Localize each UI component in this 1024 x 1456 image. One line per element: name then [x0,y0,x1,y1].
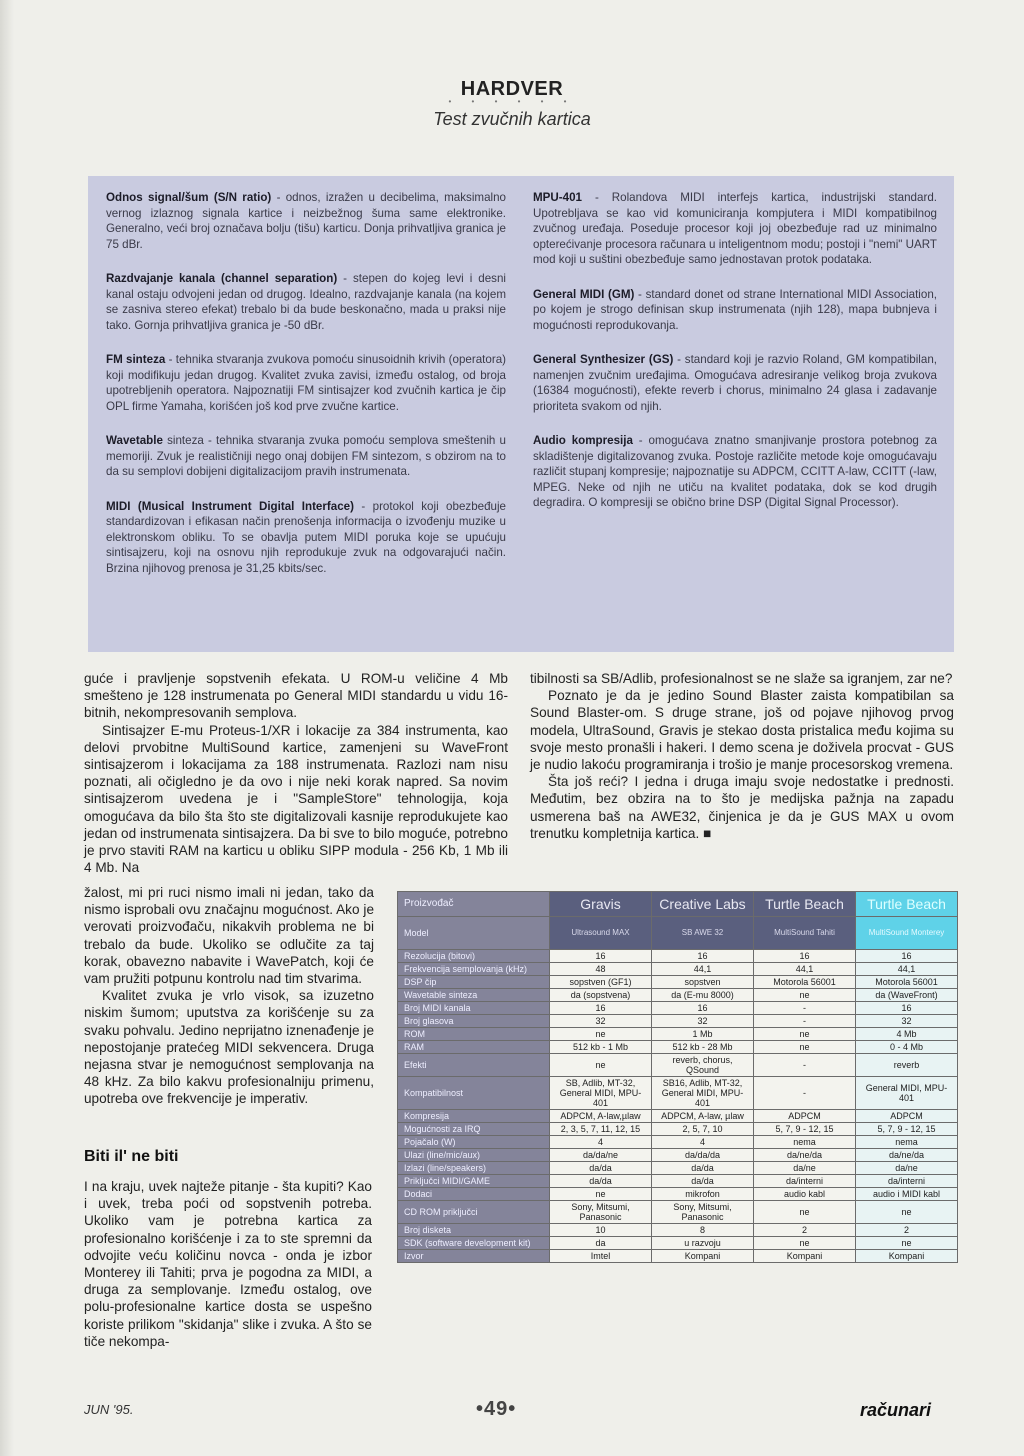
table-cell: nema [754,1136,856,1149]
table-cell: ne [754,1237,856,1250]
table-cell: 1 Mb [652,1028,754,1041]
table-cell: 32 [550,1015,652,1028]
paragraph: I na kraju, uvek najteže pitanje - šta kupiti? Kao i uvek, treba poći od sopstvenih potreba. Ukoliko vam je potrebna kartica za profesionalno korišćenje i za to ste spremni da odvojite veću količinu novca - onda je izbor Monterey ili Tahiti; prva je pogodna za MIDI, a druga za semplovanje. Između ostalog, ove polu-profesionalne kartice dosta se uspešno koriste prilikom "skidanja" slike i zvuka. A što se tiče nekompa- [84,1179,372,1349]
paragraph: Sintisajzer E-mu Proteus-1/XR i lokacije za 384 instrumenta, kao delovi prvobitne MultiSound kartice, zamenjeni su WaveFront sintisajzerom i lokacijama za 188 instrumenata. Razlozi nam nisu poznati, ali očigledno je da ovo i nije neki korak napred. Sa novim sintisajzerom uvedena je i "SampleStore" tehnologija, koja omogućava da bilo šta što ste digitalizovali kasnije reprodukujete kao jedan od instrumenata sintisajzera. Da bi sve to bilo moguće, potrebno je prvo staviti RAM na karticu u obliku SIPP modula - 256 Kb, 1 Mb ili 4 Mb. Na [84,722,508,876]
table-cell: da/da [550,1162,652,1175]
row-label: Wavetable sinteza [398,989,550,1002]
model-cell: Ultrasound MAX [550,917,652,950]
table-cell: da/da/da [652,1149,754,1162]
comparison-table [397,891,958,1263]
glossary-definition: - stepen do kojeg levi i desni kanal ostaju odvojeni jedan od drugog. Idealno, razdvajanje kanala (na kojem se zasniva stereo efekat) trebalo bi da bude beskonačno, mada u praksi nije tako. Gornja prihvatljiva granica je -50 dBr. [106,272,506,332]
row-label: Mogućnosti za IRQ [398,1123,550,1136]
table-row [398,1237,958,1250]
table-cell: sopstven (GF1) [550,976,652,989]
table-cell: u razvoju [652,1237,754,1250]
model-cell: MultiSound Monterey [856,917,958,950]
table-cell: - [754,1077,856,1110]
table-cell: da/da [652,1175,754,1188]
table-cell: Motorola 56001 [856,976,958,989]
paragraph: guće i pravljenje sopstvenih efekata. U ROM-u veličine 4 Mb smešteno je 128 instrumenata po General MIDI standardu u vidu 16-bitnih, nekompresovanih semplova. [84,671,508,721]
table-cell: 0 - 4 Mb [856,1041,958,1054]
glossary-entry [106,190,506,252]
table-cell: Sony, Mitsumi, Panasonic [652,1201,754,1224]
model-cell: MultiSound Tahiti [754,917,856,950]
glossary-entry [106,352,506,414]
table-header-row [398,892,958,917]
page-header [0,78,1024,130]
table-cell: 10 [550,1224,652,1237]
brand-header: Turtle Beach [754,892,856,917]
row-label: SDK (software development kit) [398,1237,550,1250]
glossary-entry [106,499,506,577]
glossary-term: FM sinteza [106,353,166,366]
table-cell: Kompani [652,1250,754,1263]
table-cell: reverb, chorus, QSound [652,1054,754,1077]
article-subtitle: Test zvučnih kartica [433,109,591,129]
row-label: Rezolucija (bitovi) [398,950,550,963]
glossary-term: Audio kompresija [533,434,633,447]
glossary-box [88,176,954,652]
glossary-definition: - standard koji je razvio Roland, GM kompatibilan, namenjen zvučnim uređajima. Omogućava adresiranje velikog broja zvukova (16384 mogućnosti), efekte reverb i chorus, minimalno 24 glasa i zadavanje prioriteta svakom od njih. [533,353,937,413]
table-cell: Kompani [754,1250,856,1263]
table-cell: sopstven [652,976,754,989]
brand-header: Turtle Beach [856,892,958,917]
table-cell: audio i MIDI kabl [856,1188,958,1201]
table-cell: da/interni [754,1175,856,1188]
table-row [398,1077,958,1110]
magazine-logo: računari [860,1400,932,1420]
paragraph: Šta još reći? I jedna i druga imaju svoje nedostatke i prednosti. Međutim, bez obzira na to što je medijska pažnja na zapadu usmerena baš na AWE32, činjenica je da je GUS MAX u ovom trenutku kompletnija kartica. ■ [530,774,954,841]
table-cell: Motorola 56001 [754,976,856,989]
table-cell: 16 [550,1002,652,1015]
table-row [398,1162,958,1175]
table-cell: ne [550,1188,652,1201]
glossary-term: General MIDI (GM) [533,287,635,301]
table-cell: da (E-mu 8000) [652,989,754,1002]
table-cell: da/interni [856,1175,958,1188]
glossary-term: MPU-401 [533,191,582,204]
glossary-entry [106,433,506,480]
table-row [398,1002,958,1015]
table-cell: ADPCM [754,1110,856,1123]
table-cell: - [754,1015,856,1028]
row-label: DSP čip [398,976,550,989]
paragraph: žalost, mi pri ruci nismo imali ni jedan, tako da nismo isprobali ovu značajnu mogućnost. Ako je verovati proizvođaču, nikakvih problema ne bi trebalo da bude. Ukoliko se odlučite za taj korak, obavezno nabavite i WavePatch, koji će vam pružiti potpunu kontrolu nad tim stvarima. [84,885,374,987]
row-label: Izlazi (line/speakers) [398,1162,550,1175]
table-cell: ne [550,1054,652,1077]
paragraph: Kvalitet zvuka je vrlo visok, sa izuzetno niskim šumom; uputstva za korišćenje su za svaku pohvalu. Jedino neprijatno iznenađenje je nepostojanje pratećeg MIDI sekvencera. Druga nejasna stvar je nemogućnost semplovanja na 48 kHz. Za bilo kakvu profesionalniju primenu, upotreba ove frekvencije je imperativ. [84,988,374,1107]
table-cell: Imtel [550,1250,652,1263]
table-cell: ne [856,1237,958,1250]
section-subheading: Biti il' ne biti [84,1148,179,1165]
table-cell: 8 [652,1224,754,1237]
glossary-term: Odnos signal/šum (S/N ratio) [106,191,272,204]
table-cell: da/da [652,1162,754,1175]
table-cell: ne [754,1028,856,1041]
table-cell: 16 [754,950,856,963]
table-cell: mikrofon [652,1188,754,1201]
table-cell: 44,1 [754,963,856,976]
row-label: Efekti [398,1054,550,1077]
glossary-definition: - odnos, izražen u decibelima, maksimalno vernog izlaznog signala kartice i neizbežnog šuma same elektronike. Generalno, veći broj označava bolju (tišu) karticu. Donja prihvatljiva granica je 75 dBr. [106,191,506,251]
row-label: Broj MIDI kanala [398,1002,550,1015]
glossary-entry [533,287,937,334]
glossary-left-column [106,190,506,595]
table-cell: 4 Mb [856,1028,958,1041]
table-cell: da/da/ne [550,1149,652,1162]
table-row [398,1123,958,1136]
glossary-definition: - omogućava znatno smanjivanje prostora potebnog za skladištenje digitalizovanog zvuka. Postoje različite metode koje omogućavaju različit stupanj kompresije; najpoznatije su ADPCM, CCITT A-law, CCITT (-law, MPEG. Neke od njih ne utiču na kvalitet podataka, dok se kod drugih degradira. O kompresiji se obično brine DSP (Digital Signal Processor). [533,434,937,509]
section-title: HARDVER [460,78,564,100]
issue-date: JUN '95. [84,1402,134,1417]
table-cell: 4 [652,1136,754,1149]
table-cell: da/ne/da [856,1149,958,1162]
table-cell: 2 [856,1224,958,1237]
table-cell: Sony, Mitsumi, Panasonic [550,1201,652,1224]
body-column-2 [530,670,954,842]
row-label: Broj glasova [398,1015,550,1028]
glossary-definition: - Rolandova MIDI interfejs kartica, industrijski standard. Upotrebljava se kao vid komuniciranja kompjutera i MIDI kompatibilnog zvučnog uređaja. Poseduje procesor koji joj obezbeđuje rad uz minimalno opterećivanje procesora računara u inteligentnom modu; postoji i "nemi" UART mod koji u suštini obezbeđuje samo jednostavan protok podataka. [533,191,937,266]
table-cell: ADPCM [856,1110,958,1123]
table-cell: nema [856,1136,958,1149]
table-cell: ne [754,1041,856,1054]
glossary-entry [533,433,937,511]
row-label: Broj disketa [398,1224,550,1237]
row-label: RAM [398,1041,550,1054]
table-cell: 44,1 [652,963,754,976]
table-row [398,976,958,989]
body-column-1-middle [84,884,374,1108]
table-row [398,917,958,950]
glossary-right-column [533,190,937,530]
glossary-term: Wavetable [106,434,163,447]
glossary-definition: - protokol koji obezbeđuje standardizovan i efikasan način prenošenja informacija o izvođenju muzike u elektronskom obliku. To se obavlja putem MIDI poruka koje se upućuju sintisajzeru, koji na osnovu njih reprodukuje zvuk na odgovarajući način. Brzina njihovog prenosa je 31,25 kbits/sec. [106,499,507,575]
header-dots: • • • • • • [448,97,576,106]
table-cell: 16 [652,1002,754,1015]
glossary-entry [106,271,506,333]
paragraph: Poznato je da je jedino Sound Blaster zaista kompatibilan sa Sound Blaster-om. S druge strane, još od pojave njihovog prvog modela, UltraSound, Gravis je stekao dosta pristalica među kojima su svoje mesto pronašli i hakeri. I demo scena je doživela procvat - GUS je nudio lakoću programiranja i trošio je manje procesorskog vremena. [530,688,954,773]
page-number: •49• [476,1398,517,1420]
glossary-definition: - standard donet od strane International MIDI Association, po kojem je strogo definisan skup instrumenata (njih 128), mapa bubnjeva i mogućnosti reprodukovanja. [533,287,937,332]
brand-header: Creative Labs [652,892,754,917]
table-cell: da/ne [856,1162,958,1175]
table-cell: 16 [856,950,958,963]
table-row [398,1250,958,1263]
table-cell: 512 kb - 1 Mb [550,1041,652,1054]
table-cell: da/ne/da [754,1149,856,1162]
table-cell: audio kabl [754,1188,856,1201]
table-row [398,989,958,1002]
brand-header: Gravis [550,892,652,917]
glossary-entry [533,190,937,268]
row-label: Ulazi (line/mic/aux) [398,1149,550,1162]
table-cell: ne [550,1028,652,1041]
body-column-1-top [84,670,508,876]
table-cell: ne [856,1201,958,1224]
table-cell: - [754,1054,856,1077]
table-row [398,1054,958,1077]
table-row [398,1188,958,1201]
table-row [398,950,958,963]
paragraph: tibilnosti sa SB/Adlib, profesionalnost se ne slaže sa igranjem, zar ne? [530,671,953,686]
table-cell: 5, 7, 9 - 12, 15 [754,1123,856,1136]
table-row [398,1041,958,1054]
table-row [398,1175,958,1188]
page-edge [0,0,14,1456]
row-label: Kompresija [398,1110,550,1123]
table-cell: 48 [550,963,652,976]
table-cell: da/da [550,1175,652,1188]
table-cell: da/ne [754,1162,856,1175]
model-cell: SB AWE 32 [652,917,754,950]
table-cell: 16 [550,950,652,963]
glossary-definition: - tehnika stvaranja zvukova pomoću sinusoidnih krivih (operatora) koji modifikuju jedan drugog. Kvalitet zvuka zavisi, između ostalog, od broja upotrebljenih operatora. Najpoznatiji FM sintisajzer kod zvučnih kartica je čip OPL firme Yamaha, korišćen još kod prve zvučne kartice. [106,353,507,413]
table-cell: da [550,1237,652,1250]
table-cell: ADPCM, A-law,µlaw [550,1110,652,1123]
table-row [398,1149,958,1162]
table-cell: 5, 7, 9 - 12, 15 [856,1123,958,1136]
body-column-1-bottom [84,1178,372,1350]
table-cell: 2, 3, 5, 7, 11, 12, 15 [550,1123,652,1136]
table-cell: ne [754,1201,856,1224]
row-label: Priključci MIDI/GAME [398,1175,550,1188]
glossary-term: General Synthesizer (GS) [533,353,674,366]
table-row [398,1015,958,1028]
table-cell: General MIDI, MPU-401 [856,1077,958,1110]
row-label: Model [398,917,550,950]
row-label: ROM [398,1028,550,1041]
glossary-entry [533,352,937,414]
table-cell: 44,1 [856,963,958,976]
glossary-term: MIDI (Musical Instrument Digital Interface) [106,499,354,513]
row-label: Frekvencija semplovanja (kHz) [398,963,550,976]
table-cell: - [754,1002,856,1015]
table-cell: 2 [754,1224,856,1237]
table-cell: 16 [652,950,754,963]
table-row [398,1136,958,1149]
header-label: Proizvođač [398,892,550,917]
glossary-definition: sinteza - tehnika stvaranja zvuka pomoću semplova smeštenih u memoriji. Zvuk je realističniji nego onaj dobijen FM sintezom, s obzirom na to da su semplovi dobijeni digitalizacijom pravih instrumenata. [106,434,506,478]
row-label: CD ROM priključci [398,1201,550,1224]
row-label: Izvor [398,1250,550,1263]
table-row [398,1201,958,1224]
table-row [398,963,958,976]
table-cell: 512 kb - 28 Mb [652,1041,754,1054]
table-row [398,1224,958,1237]
row-label: Kompatibilnost [398,1077,550,1110]
table-cell: 32 [652,1015,754,1028]
table-cell: 2, 5, 7, 10 [652,1123,754,1136]
table-cell: Kompani [856,1250,958,1263]
table-cell: 32 [856,1015,958,1028]
table-cell: SB16, Adlib, MT-32, General MIDI, MPU-401 [652,1077,754,1110]
table-cell: SB, Adlib, MT-32, General MIDI, MPU-401 [550,1077,652,1110]
table-cell: da (WaveFront) [856,989,958,1002]
row-label: Dodaci [398,1188,550,1201]
glossary-term: Razdvajanje kanala (channel separation) [106,272,338,285]
table-cell: ADPCM, A-law, µlaw [652,1110,754,1123]
table-row [398,1110,958,1123]
table-cell: 4 [550,1136,652,1149]
table-cell: reverb [856,1054,958,1077]
row-label: Pojačalo (W) [398,1136,550,1149]
table-row [398,1028,958,1041]
table-cell: 16 [856,1002,958,1015]
table-cell: ne [754,989,856,1002]
table-cell: da (sopstvena) [550,989,652,1002]
